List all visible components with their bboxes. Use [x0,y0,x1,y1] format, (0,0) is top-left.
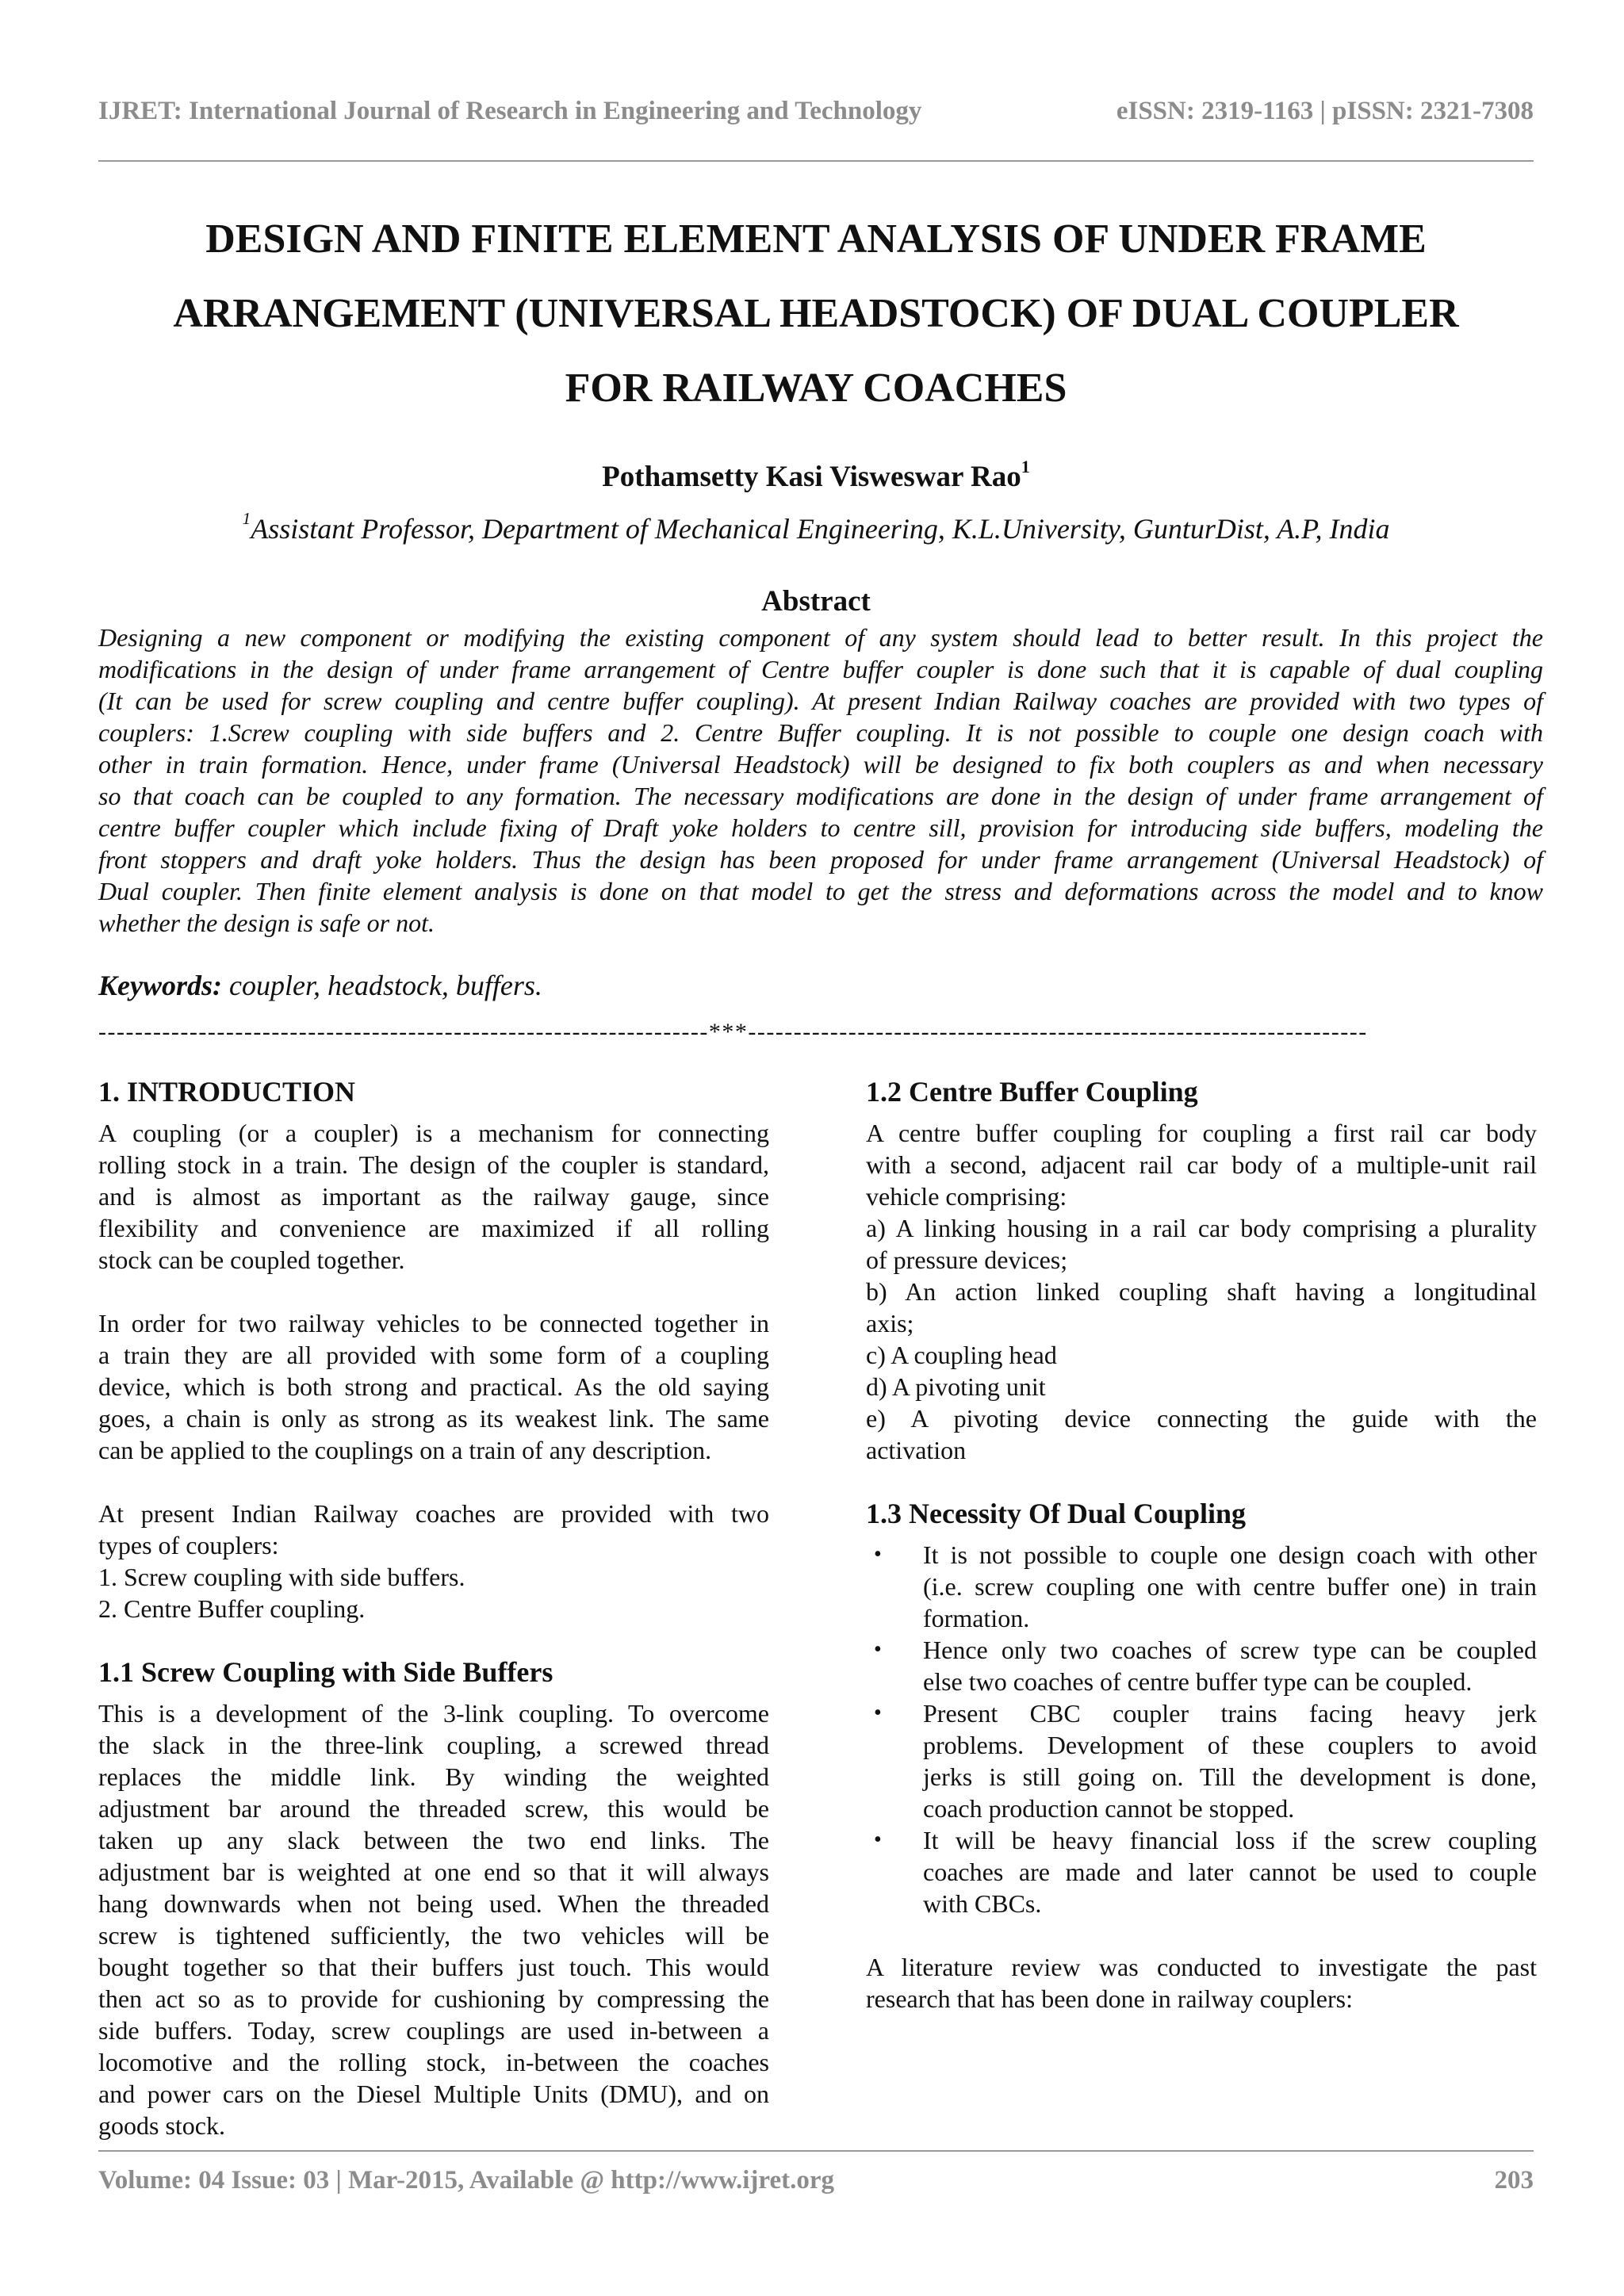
paragraph [98,1697,769,2141]
text-line: goods stock. [98,2111,225,2140]
text-line: rolling stock in a train. The design of the coupler is standard, [98,1150,769,1179]
footer-rule [98,2150,1534,2152]
bullet-list [866,1539,1537,1919]
title-line: FOR RAILWAY COACHES [565,365,1067,411]
text-line: Present CBC coupler trains facing heavy jerk [923,1699,1537,1728]
abstract-line: modifications in the design of under frame arrangement of Centre buffer coupler is done such that it is capable of dual coupling [98,655,1543,683]
paragraph [98,1307,769,1466]
text-line: taken up any slack between the two end links. The [98,1826,769,1854]
text-line: It will be heavy financial loss if the screw coupling [923,1826,1537,1854]
bullet-icon: • [874,1542,882,1567]
title-line: ARRANGEMENT (UNIVERSAL HEADSTOCK) OF DUAL COUPLER [173,291,1459,336]
abstract-line: couplers: 1.Screw coupling with side buffers and 2. Centre Buffer coupling. It is not possible to couple one design coach with [98,718,1543,747]
text-line: goes, a chain is only as strong as its weakest link. The same [98,1404,769,1433]
affiliation [98,508,1534,545]
text-line: research that has been done in railway couplers: [866,1984,1353,2013]
text-line: Hence only two coaches of screw type can be coupled [923,1636,1537,1664]
text-line: and power cars on the Diesel Multiple Units (DMU), and on [98,2080,769,2108]
text-line: b) An action linked coupling shaft having a longitudinal [866,1277,1537,1306]
text-line: locomotive and the rolling stock, in-between the coaches [98,2048,769,2076]
text-line: stock can be coupled together. [98,1246,405,1274]
text-line: coaches are made and later cannot be used to couple [923,1858,1537,1886]
keywords-text: coupler, headstock, buffers. [222,970,542,1001]
text-line: jerks is still going on. Till the development is done, [923,1762,1537,1791]
text-line: c) A coupling head [866,1341,1057,1369]
text-line: 2. Centre Buffer coupling. [98,1594,366,1623]
text-line: else two coaches of centre buffer type can be coupled. [923,1667,1473,1696]
left-column [98,1074,769,2141]
section-heading-introduction: 1. INTRODUCTION [98,1076,356,1108]
text-line: At present Indian Railway coaches are provided with two [98,1499,769,1528]
text-line: of pressure devices; [866,1246,1068,1274]
list-item [866,1697,1537,1824]
abstract-line: Dual coupler. Then finite element analysis is done on that model to get the stress and deformations across the model and to know [98,877,1543,905]
abstract-line: whether the design is safe or not. [98,909,435,937]
text-line: a) A linking housing in a rail car body comprising a plurality [866,1214,1537,1242]
text-line: axis; [866,1309,914,1337]
text-line: can be applied to the couplings on a train of any description. [98,1436,712,1464]
section-heading-screw-coupling: 1.1 Screw Coupling with Side Buffers [98,1656,553,1688]
text-line: a train they are all provided with some form of a coupling [98,1341,769,1369]
text-line: (i.e. screw coupling one with centre buffer one) in train [923,1572,1537,1601]
abstract-line: (It can be used for screw coupling and centre buffer coupling). At present Indian Railway coaches are provided with two types of [98,687,1543,715]
abstract-line: so that coach can be coupled to any formation. The necessary modifications are done in the design of under frame arrangement of [98,782,1543,810]
text-line: It is not possible to couple one design coach with other [923,1540,1537,1569]
running-footer [98,2166,1534,2195]
text-line: A literature review was conducted to investigate the past [866,1953,1537,1981]
text-line: replaces the middle link. By winding the weighted [98,1762,769,1791]
author [98,456,1534,494]
bullet-icon: • [874,1637,882,1662]
list-item [866,1539,1537,1634]
text-line: with CBCs. [923,1889,1042,1918]
author-sup: 1 [1021,456,1030,476]
paragraph [866,1951,1537,2015]
abstract-line: front stoppers and draft yoke holders. Thus the design has been proposed for under frame arrangement (Universal Headstock) of [98,845,1543,874]
title-line: DESIGN AND FINITE ELEMENT ANALYSIS OF UNDER FRAME [205,216,1427,262]
list-item [866,1824,1537,1919]
text-line: coach production cannot be stopped. [923,1794,1295,1823]
keywords-label: Keywords: [98,970,222,1001]
abstract-line: centre buffer coupler which include fixing of Draft yoke holders to centre sill, provision for introducing side buffers, modeling the [98,813,1543,842]
text-line: bought together so that their buffers just touch. This would [98,1953,769,1981]
bullet-icon: • [874,1827,882,1852]
section-heading-centre-buffer: 1.2 Centre Buffer Coupling [866,1076,1198,1108]
journal-name: IJRET: International Journal of Research in Engineering and Technology [98,97,922,125]
text-line: activation [866,1436,967,1464]
text-line: adjustment bar is weighted at one end so that it will always [98,1858,769,1886]
text-line: In order for two railway vehicles to be connected together in [98,1309,769,1337]
affiliation-text: Assistant Professor, Department of Mechanical Engineering, K.L.University, GunturDist, A.P, India [251,513,1390,545]
text-line: A coupling (or a coupler) is a mechanism for connecting [98,1119,769,1147]
text-line: device, which is both strong and practical. As the old saying [98,1372,769,1401]
abstract-line: Designing a new component or modifying the existing component of any system should lead to better result. In this project the [98,623,1543,652]
paragraph [98,1117,769,1276]
text-line: screw is tightened sufficiently, the two vehicles will be [98,1921,769,1950]
right-column [866,1074,1537,2015]
abstract-heading: Abstract [761,585,871,618]
text-line: problems. Development of these couplers to avoid [923,1731,1537,1759]
text-line: e) A pivoting device connecting the guide with the [866,1404,1537,1433]
section-separator: -------------------------------------------------------------------***-------------------------------------------------------------------- [98,1019,1368,1045]
text-line: d) A pivoting unit [866,1372,1046,1401]
keywords [98,969,542,1002]
author-name: Pothamsetty Kasi Visweswar Rao [602,461,1021,493]
affiliation-sup: 1 [242,508,251,528]
text-line: adjustment bar around the threaded screw, this would be [98,1794,769,1823]
paper-title [98,202,1534,426]
text-line: the slack in the three-link coupling, a screwed thread [98,1731,769,1759]
section-heading-necessity: 1.3 Necessity Of Dual Coupling [866,1498,1247,1529]
text-line: side buffers. Today, screw couplings are used in-between a [98,2016,769,2045]
volume-info: Volume: 04 Issue: 03 | Mar-2015, Available @ http://www.ijret.org [98,2166,834,2195]
running-header [98,97,1534,126]
paragraph [98,1498,769,1624]
text-line: and is almost as important as the railway gauge, since [98,1182,769,1211]
abstract-line: other in train formation. Hence, under frame (Universal Headstock) will be designed to fix both couplers as and when necessary [98,750,1543,779]
text-line: formation. [923,1604,1030,1632]
abstract-body [98,622,1543,939]
header-rule [98,160,1534,162]
page-number: 203 [1494,2166,1534,2195]
issn: eISSN: 2319-1163 | pISSN: 2321-7308 [1116,97,1534,125]
list-item [866,1634,1537,1697]
text-line: vehicle comprising: [866,1182,1067,1211]
text-line: hang downwards when not being used. When the threaded [98,1889,769,1918]
text-line: types of couplers: [98,1531,279,1559]
bullet-icon: • [874,1701,882,1725]
text-line: This is a development of the 3-link coupling. To overcome [98,1699,769,1728]
text-line: 1. Screw coupling with side buffers. [98,1563,465,1591]
text-line: then act so as to provide for cushioning by compressing the [98,1984,769,2013]
text-line: flexibility and convenience are maximized if all rolling [98,1214,769,1242]
text-line: A centre buffer coupling for coupling a first rail car body [866,1119,1537,1147]
text-line: with a second, adjacent rail car body of a multiple-unit rail [866,1150,1537,1179]
paragraph [866,1117,1537,1466]
